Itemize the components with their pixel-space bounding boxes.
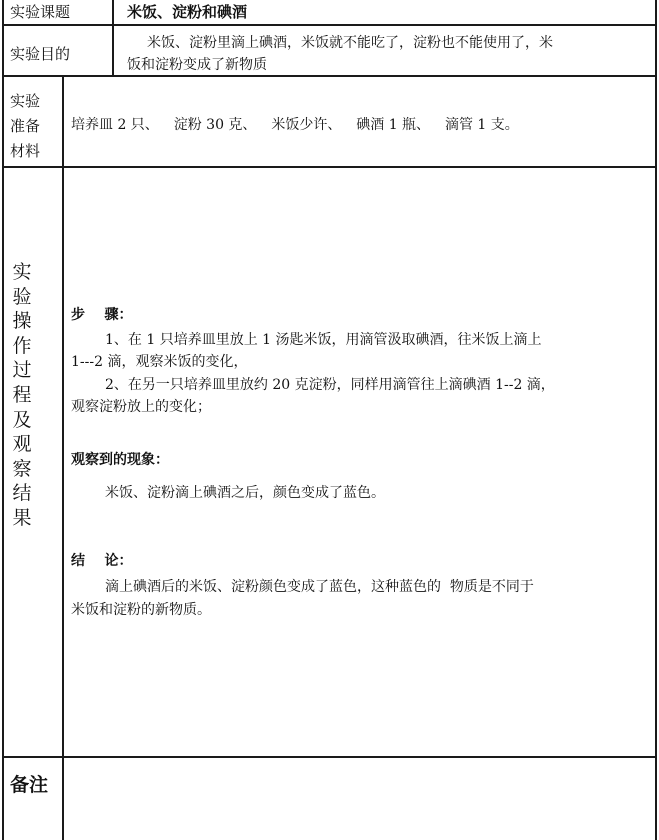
procedure-label-char: 程 <box>12 383 32 406</box>
step-2-line1: 2、在另一只培养皿里放约 20 克淀粉，同样用滴管往上滴碘酒 1--2 滴， <box>105 377 555 393</box>
steps-heading: 步 骤： <box>71 307 133 323</box>
material-item: 滴管 1 支。 <box>444 117 519 133</box>
procedure-label-char: 察 <box>12 457 32 480</box>
table-border-left <box>2 0 4 840</box>
table-border-right <box>655 0 657 840</box>
procedure-label-char: 验 <box>12 285 32 308</box>
row-divider <box>2 166 657 168</box>
materials-label-line: 实验 <box>10 92 41 110</box>
procedure-label-char: 果 <box>12 506 32 529</box>
procedure-label-char: 结 <box>12 482 32 505</box>
row-divider <box>2 75 657 77</box>
procedure-label-char: 观 <box>12 433 32 456</box>
procedure-label-char: 及 <box>12 408 32 431</box>
materials-label-line: 材料 <box>10 142 41 160</box>
topic-value: 米饭、淀粉和碘酒 <box>127 3 248 21</box>
observation-heading: 观察到的现象： <box>71 452 169 468</box>
step-2-line2: 观察淀粉放上的变化； <box>71 399 211 415</box>
conclusion-line1: 滴上碘酒后的米饭、淀粉颜色变成了蓝色，这种蓝色的 物质是不同于 <box>105 579 534 595</box>
conclusion-line2: 米饭和淀粉的新物质。 <box>71 602 211 618</box>
notes-label: 备注 <box>10 774 49 796</box>
material-item: 培养皿 2 只、 <box>71 117 159 133</box>
materials-label <box>10 89 40 164</box>
material-item: 碘酒 1 瓶、 <box>356 117 431 133</box>
material-item: 淀粉 30 克、 <box>173 117 257 133</box>
observation-text: 米饭、淀粉滴上碘酒之后，颜色变成了蓝色。 <box>105 485 385 501</box>
conclusion-heading: 结 论： <box>71 553 133 569</box>
purpose-text-line2: 饭和淀粉变成了新物质 <box>127 57 267 73</box>
procedure-label-char: 作 <box>12 334 32 357</box>
procedure-label-char: 过 <box>12 359 32 382</box>
materials-label-line: 准备 <box>10 117 41 135</box>
procedure-label-char: 操 <box>12 310 32 333</box>
purpose-text-line1: 米饭、淀粉里滴上碘酒，米饭就不能吃了，淀粉也不能使用了，米 <box>147 35 553 51</box>
purpose-label: 实验目的 <box>10 45 71 63</box>
step-1-line1: 1、在 1 只培养皿里放上 1 汤匙米饭，用滴管汲取碘酒，往米饭上滴上 <box>105 332 542 348</box>
topic-label: 实验课题 <box>10 3 71 21</box>
row-divider <box>2 24 657 26</box>
notes-field <box>64 758 654 840</box>
procedure-label <box>10 260 34 531</box>
column-divider <box>112 0 114 76</box>
material-item: 米饭少许、 <box>271 117 342 133</box>
step-1-line2: 1---2 滴，观察米饭的变化， <box>71 354 248 370</box>
column-divider <box>62 76 64 840</box>
procedure-label-char: 实 <box>12 261 32 283</box>
materials-list <box>71 113 519 137</box>
